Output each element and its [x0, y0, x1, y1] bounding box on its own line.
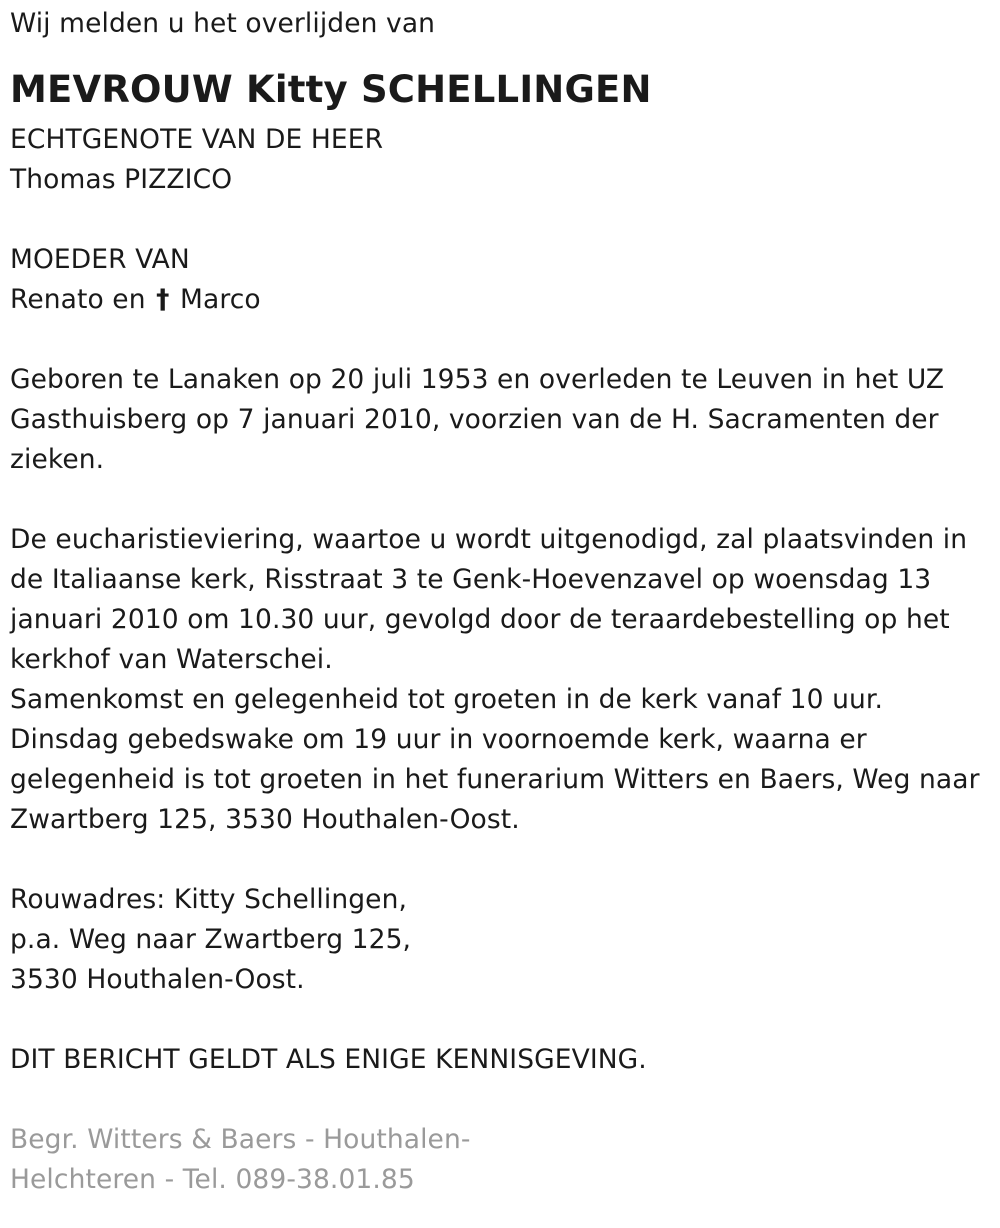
deceased-name: MEVROUW Kitty SCHELLINGEN: [10, 68, 652, 111]
address-line: 3530 Houthalen-Oost.: [10, 964, 305, 995]
children-names: [10, 280, 990, 320]
children-label: MOEDER VAN: [10, 244, 190, 275]
ceremony-line: Zwartberg 125, 3530 Houthalen-Oost.: [10, 804, 520, 835]
child-first: Renato en: [10, 284, 146, 315]
footer-line: Begr. Witters & Baers - Houthalen-: [10, 1124, 471, 1155]
spouse-name: Thomas PIZZICO: [10, 164, 233, 195]
spacer: [10, 1080, 990, 1120]
notice-statement: DIT BERICHT GELDT ALS ENIGE KENNISGEVING.: [10, 1044, 647, 1075]
address-line: p.a. Weg naar Zwartberg 125,: [10, 924, 412, 955]
spacer: [10, 200, 990, 240]
intro-text: Wij melden u het overlijden van: [10, 8, 436, 39]
obituary-notice: [0, 4, 1000, 1228]
child-second: Marco: [180, 284, 261, 315]
ceremony-line: Samenkomst en gelegenheid tot groeten in de kerk vanaf 10 uur.: [10, 684, 883, 715]
biography-line: Gasthuisberg op 7 januari 2010, voorzien van de H. Sacramenten der: [10, 404, 939, 435]
spacer: [10, 840, 990, 880]
ceremony-line: kerkhof van Waterschei.: [10, 644, 333, 675]
ceremony-line: de Italiaanse kerk, Risstraat 3 te Genk-Hoevenzavel op woensdag 13: [10, 564, 932, 595]
ceremony-paragraph: [10, 520, 990, 840]
spacer: [10, 1000, 990, 1040]
funeral-home-footer: [10, 1120, 990, 1200]
address-line: Rouwadres: Kitty Schellingen,: [10, 884, 407, 915]
cross-icon: †: [156, 284, 170, 315]
ceremony-line: januari 2010 om 10.30 uur, gevolgd door de teraardebestelling op het: [10, 604, 950, 635]
biography-paragraph: [10, 360, 990, 480]
biography-line: Geboren te Lanaken op 20 juli 1953 en overleden te Leuven in het UZ: [10, 364, 945, 395]
footer-line: Helchteren - Tel. 089-38.01.85: [10, 1164, 415, 1195]
ceremony-line: gelegenheid is tot groeten in het funerarium Witters en Baers, Weg naar: [10, 764, 980, 795]
ceremony-line: Dinsdag gebedswake om 19 uur in voornoemde kerk, waarna er: [10, 724, 867, 755]
spacer: [10, 480, 990, 520]
ceremony-line: De eucharistieviering, waartoe u wordt uitgenodigd, zal plaatsvinden in: [10, 524, 968, 555]
mourning-address: [10, 880, 990, 1000]
spacer: [10, 320, 990, 360]
spouse-label: ECHTGENOTE VAN DE HEER: [10, 124, 384, 155]
biography-line: zieken.: [10, 444, 105, 475]
